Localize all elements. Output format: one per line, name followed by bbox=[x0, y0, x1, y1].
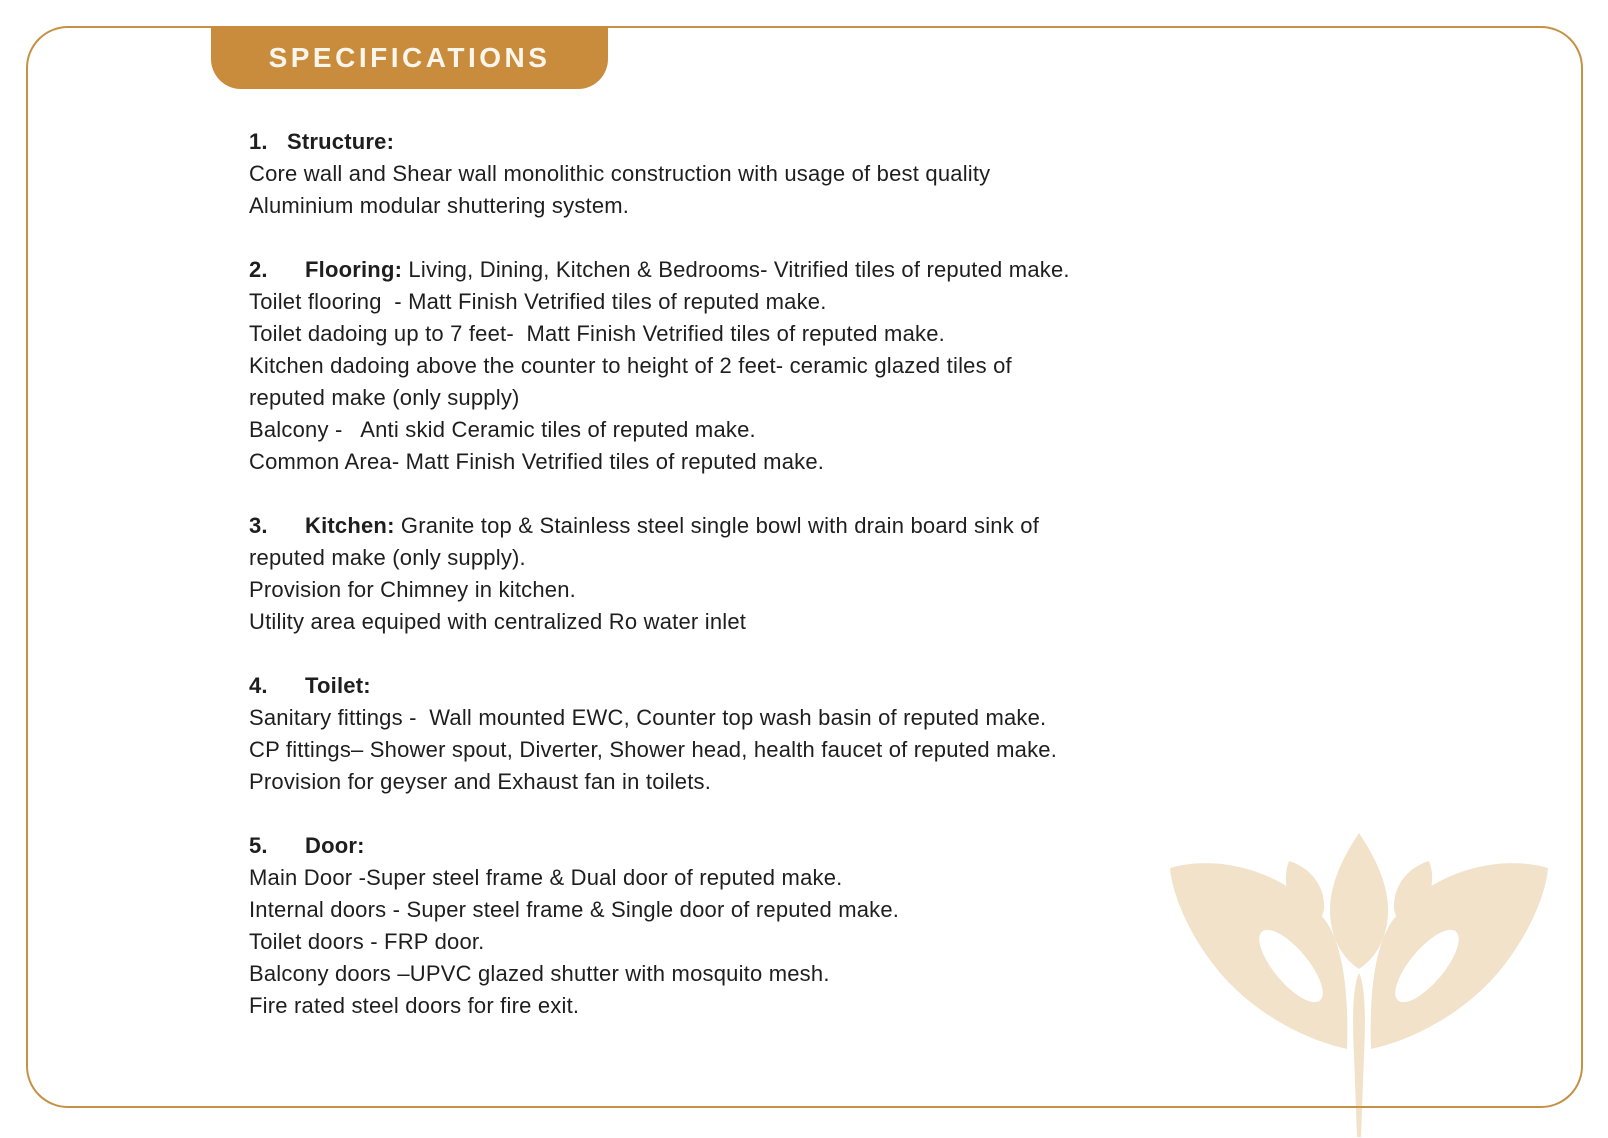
section-number: 2. bbox=[249, 257, 268, 282]
spec-line: Kitchen dadoing above the counter to height of 2 feet- ceramic glazed tiles of bbox=[249, 353, 1012, 378]
spec-section bbox=[249, 254, 1249, 478]
section-heading bbox=[249, 254, 1249, 286]
specifications-badge bbox=[211, 26, 608, 89]
spec-line: Toilet doors - FRP door. bbox=[249, 929, 485, 954]
section-heading bbox=[249, 510, 1249, 542]
spec-section bbox=[249, 830, 1249, 1022]
spec-line: Core wall and Shear wall monolithic construction with usage of best quality bbox=[249, 161, 991, 186]
specifications-list bbox=[249, 126, 1249, 1022]
page-title: SPECIFICATIONS bbox=[268, 41, 551, 73]
spec-line: Provision for Chimney in kitchen. bbox=[249, 577, 576, 602]
section-number: 4. bbox=[249, 673, 268, 698]
section-heading bbox=[249, 126, 1249, 158]
spec-line: Toilet dadoing up to 7 feet- Matt Finish Vetrified tiles of reputed make. bbox=[249, 321, 945, 346]
spec-line: Common Area- Matt Finish Vetrified tiles of reputed make. bbox=[249, 449, 825, 474]
section-title: Structure: bbox=[287, 129, 395, 154]
spec-line: Internal doors - Super steel frame & Single door of reputed make. bbox=[249, 897, 900, 922]
section-heading-text: Granite top & Stainless steel single bowl with drain board sink of bbox=[394, 513, 1040, 538]
spec-line: CP fittings– Shower spout, Diverter, Shower head, health faucet of reputed make. bbox=[249, 737, 1058, 762]
section-number: 3. bbox=[249, 513, 268, 538]
spec-line: Aluminium modular shuttering system. bbox=[249, 193, 630, 218]
section-number: 1. bbox=[249, 129, 268, 154]
section-title: Kitchen: bbox=[305, 513, 395, 538]
spec-line: Toilet flooring - Matt Finish Vetrified tiles of reputed make. bbox=[249, 289, 827, 314]
spec-line: Balcony - Anti skid Ceramic tiles of reputed make. bbox=[249, 417, 756, 442]
spec-line: Utility area equiped with centralized Ro water inlet bbox=[249, 609, 747, 634]
spec-line: reputed make (only supply). bbox=[249, 545, 526, 570]
spec-line: Main Door -Super steel frame & Dual door of reputed make. bbox=[249, 865, 843, 890]
spec-line: Sanitary fittings - Wall mounted EWC, Counter top wash basin of reputed make. bbox=[249, 705, 1047, 730]
spec-line: Balcony doors –UPVC glazed shutter with mosquito mesh. bbox=[249, 961, 830, 986]
section-title: Toilet: bbox=[305, 673, 371, 698]
section-heading bbox=[249, 830, 1249, 862]
spec-section bbox=[249, 670, 1249, 798]
section-title: Door: bbox=[305, 833, 365, 858]
spec-line: reputed make (only supply) bbox=[249, 385, 520, 410]
section-heading-text: Living, Dining, Kitchen & Bedrooms- Vitrified tiles of reputed make. bbox=[402, 257, 1070, 282]
spec-line: Provision for geyser and Exhaust fan in toilets. bbox=[249, 769, 712, 794]
spec-section bbox=[249, 126, 1249, 222]
section-heading bbox=[249, 670, 1249, 702]
section-number: 5. bbox=[249, 833, 268, 858]
spec-line: Fire rated steel doors for fire exit. bbox=[249, 993, 580, 1018]
section-title: Flooring: bbox=[305, 257, 403, 282]
spec-section bbox=[249, 510, 1249, 638]
